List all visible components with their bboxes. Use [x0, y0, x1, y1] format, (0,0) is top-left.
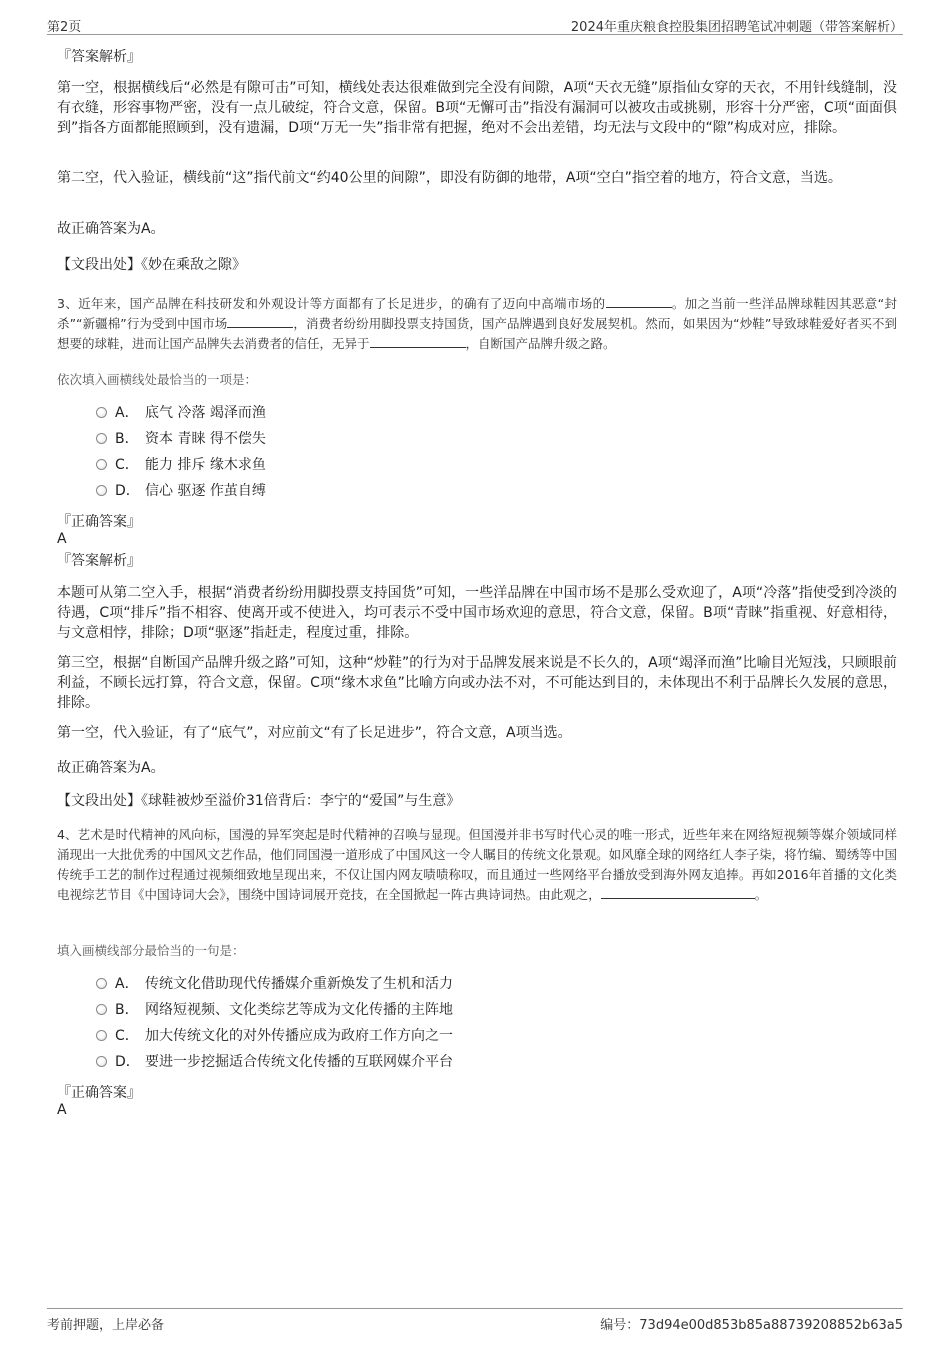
- page-header: [47, 14, 903, 35]
- q3-analysis-paragraph-3: 第一空，代入验证，有了“底气”，对应前文“有了长足进步”，符合文意，A项当选。: [57, 725, 572, 741]
- footer-motto: 考前押题，上岸必备: [47, 1318, 165, 1333]
- q4-option-a[interactable]: A． 传统文化借助现代传播媒介重新焕发了生机和活力: [96, 973, 453, 995]
- analysis-heading-q2: 『答案解析』: [57, 49, 141, 65]
- document-code: 编号：73d94e00d853b85a88739208852b63a5: [600, 1318, 903, 1333]
- q4-option-b[interactable]: B． 网络短视频、文化类综艺等成为文化传播的主阵地: [96, 999, 453, 1021]
- fill-blank: [370, 334, 466, 348]
- analysis-paragraph-1: 第一空，根据横线后“必然是有隙可击”可知，横线处表达很难做到完全没有间隙，A项“天衣无缝”原指仙女穿的天衣，不用针线缝制，没有衣缝，形容事物严密，没有一点儿破绽，符合文意，保留。B项“无懈可击”指没有漏洞可以被攻击或挑剔，形容十分严密，C项“面面俱到”指各方面都能照顾到，没有遗漏，D项“万无一失”指非常有把握，绝对不会出差错，均无法与文段中的“隙”构成对应，排除。: [57, 80, 897, 136]
- q3-option-b[interactable]: B． 资本 青睐 得不偿失: [96, 428, 266, 450]
- q3-conclusion: 故正确答案为A。: [57, 760, 165, 776]
- analysis-paragraph-2: 第二空，代入验证，横线前“这”指代前文“约40公里的间隙”，即没有防御的地带，A项“空白”指空着的地方，符合文意，当选。: [57, 170, 842, 186]
- question-4-prompt: 填入画横线部分最恰当的一句是：: [57, 943, 245, 958]
- conclusion-text: 故正确答案为A。: [57, 221, 165, 237]
- radio-icon[interactable]: [96, 485, 107, 496]
- radio-icon[interactable]: [96, 1030, 107, 1041]
- radio-icon[interactable]: [96, 407, 107, 418]
- q3-answer-heading: 『正确答案』: [57, 514, 141, 530]
- page-footer: [47, 1308, 903, 1331]
- radio-icon[interactable]: [96, 459, 107, 470]
- question-4-stem: 4、艺术是时代精神的风向标，国漫的异军突起是时代精神的召唤与显现。但国漫并非书写时代心灵的唯一形式，近些年来在网络短视频等媒介领域同样涌现出一大批优秀的中国风文艺作品，他们同国漫一道形成了中国风这一令人瞩目的传统文化景观。如风靡全球的网络红人李子柒，将竹编、蜀绣等中国传统手工艺的制作过程通过视频细致地呈现出来，不仅让国内网友啧啧称叹，而且通过一些网络平台播放受到海外网友追捧。再如2016年首播的文化类电视综艺节目《中国诗词大会》，围绕中国诗词展开竞技，在全国掀起一阵古典诗词热。由此观之， 。: [57, 827, 897, 902]
- q4-answer: A: [57, 1102, 67, 1118]
- q3-analysis-paragraph-2: 第三空，根据“自断国产品牌升级之路”可知，这种“炒鞋”的行为对于品牌发展来说是不长久的，A项“竭泽而渔”比喻目光短浅，只顾眼前利益，不顾长远打算，符合文意，保留。C项“缘木求鱼”比喻方向或办法不对，不可能达到目的，未体现出不利于品牌长久发展的意思，排除。: [57, 655, 897, 711]
- q3-answer: A: [57, 531, 67, 547]
- q4-answer-heading: 『正确答案』: [57, 1085, 141, 1101]
- radio-icon[interactable]: [96, 433, 107, 444]
- q4-option-c[interactable]: C． 加大传统文化的对外传播应成为政府工作方向之一: [96, 1025, 453, 1047]
- question-3-prompt: 依次填入画横线处最恰当的一项是：: [57, 372, 258, 387]
- q3-source-citation: 【文段出处】《球鞋被炒至溢价31倍背后：李宁的“爱国”与生意》: [57, 793, 461, 809]
- q3-option-a[interactable]: A． 底气 冷落 竭泽而渔: [96, 402, 266, 424]
- q3-analysis-heading: 『答案解析』: [57, 553, 141, 569]
- fill-blank: [227, 314, 293, 328]
- page-number: 第2页: [47, 20, 82, 35]
- fill-blank: [601, 885, 755, 899]
- question-3-stem: 3、近年来，国产品牌在科技研发和外观设计等方面都有了长足进步，的确有了迈向中高端市场的 。加之当前一些洋品牌球鞋因其恶意“封杀”“新疆棉”行为受到中国市场 ，消费者纷纷用脚投票支持国货，国产品牌遇到良好发展契机。然而，如果因为“炒鞋”导致球鞋爱好者买不到想要的球鞋，进而让国产品牌失去消费者的信任，无异于 ，自断国产品牌升级之路。: [57, 296, 897, 351]
- source-citation: 【文段出处】《妙在乘敌之隙》: [57, 257, 246, 273]
- radio-icon[interactable]: [96, 1004, 107, 1015]
- radio-icon[interactable]: [96, 1056, 107, 1067]
- q3-option-d[interactable]: D． 信心 驱逐 作茧自缚: [96, 480, 266, 502]
- q3-option-c[interactable]: C． 能力 排斥 缘木求鱼: [96, 454, 266, 476]
- document-title: 2024年重庆粮食控股集团招聘笔试冲刺题（带答案解析）: [570, 20, 903, 35]
- q3-analysis-paragraph-1: 本题可从第二空入手，根据“消费者纷纷用脚投票支持国货”可知，一些洋品牌在中国市场不是那么受欢迎了，A项“冷落”指使受到冷淡的待遇，C项“排斥”指不相容、使离开或不使进入，均可表示不受中国市场欢迎的意思，符合文意，保留。B项“青睐”指重视、好意相待，与文意相悖，排除；D项“驱逐”指赶走，程度过重，排除。: [57, 585, 897, 641]
- fill-blank: [606, 294, 672, 308]
- q4-option-d[interactable]: D． 要进一步挖掘适合传统文化传播的互联网媒介平台: [96, 1051, 453, 1073]
- radio-icon[interactable]: [96, 978, 107, 989]
